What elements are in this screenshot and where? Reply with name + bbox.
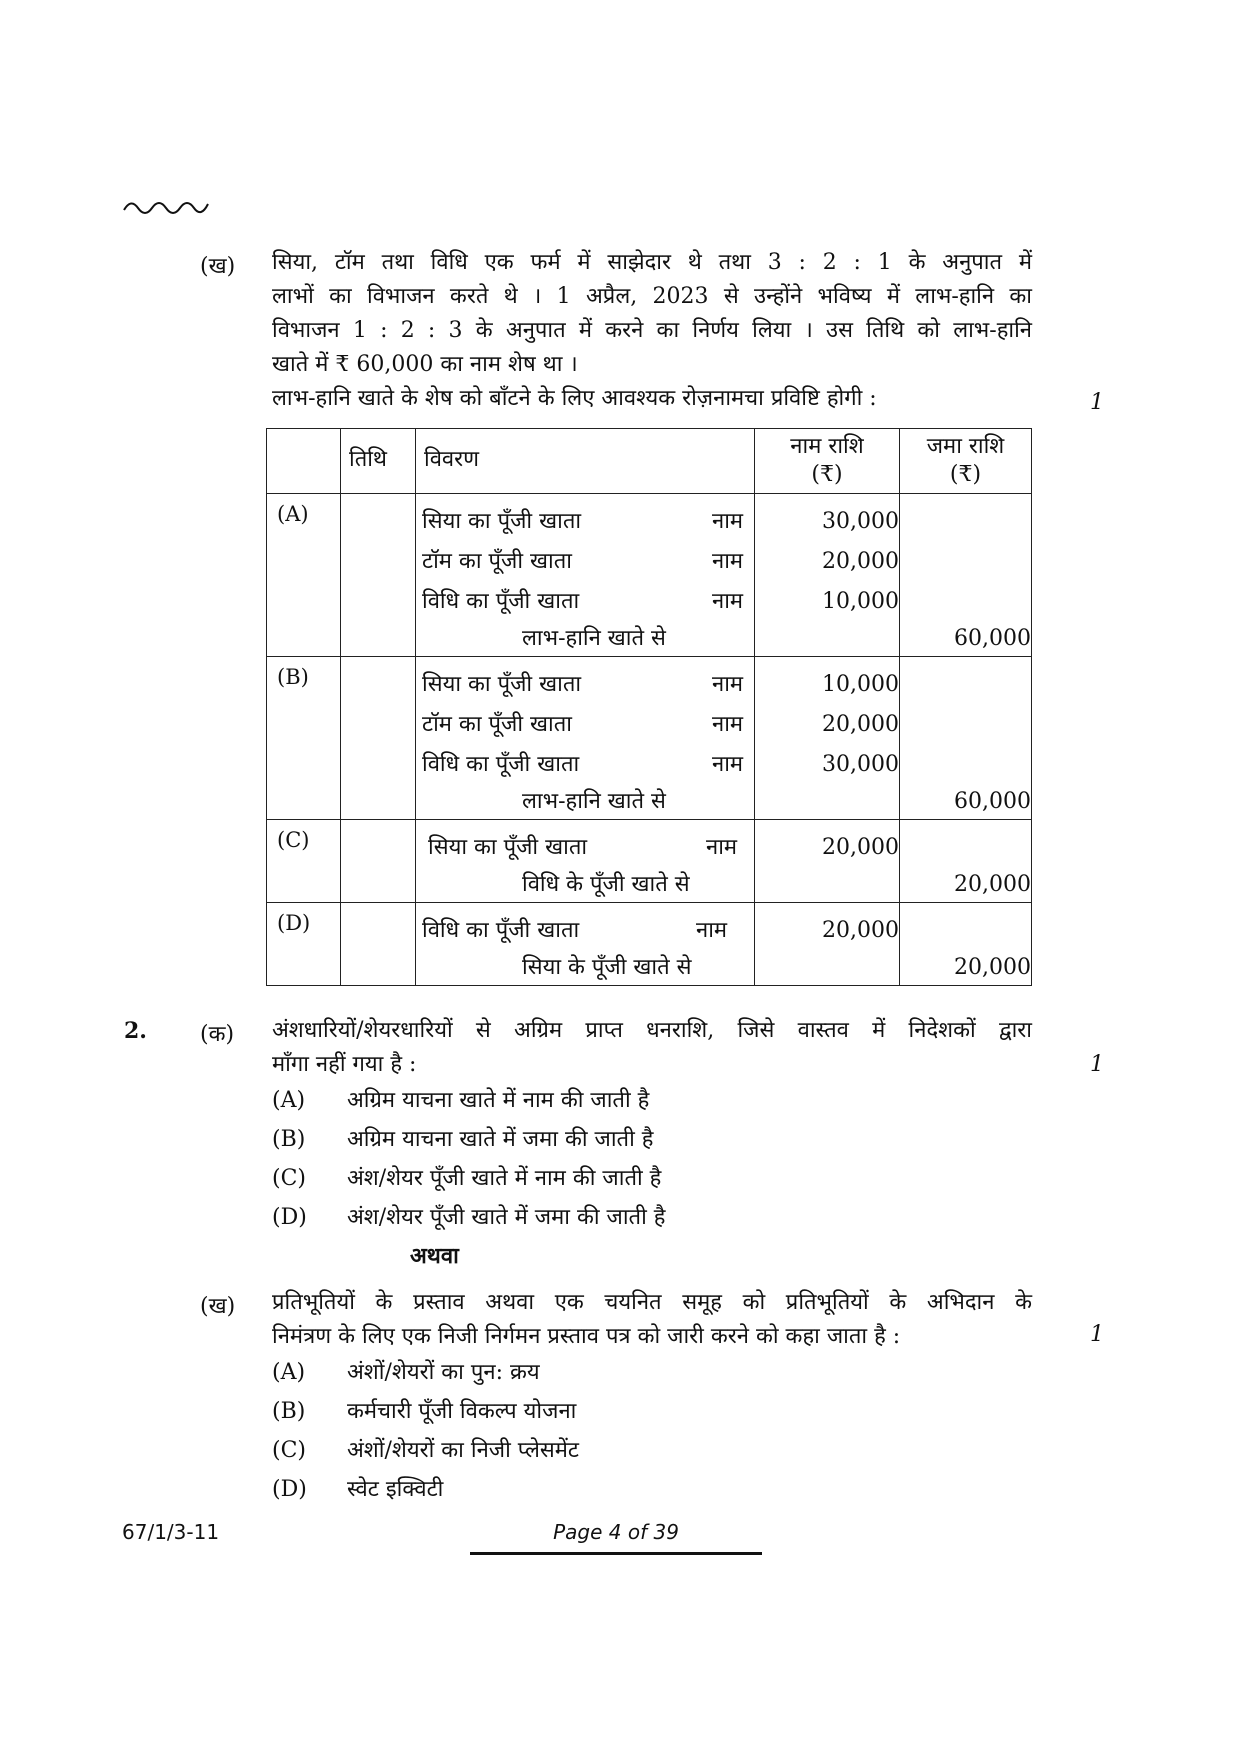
date-cell <box>341 903 416 986</box>
part-label: (क) <box>200 1022 235 1047</box>
text-line: लाभों का विभाजन करते थे । 1 अप्रैल, 2023 से उन्होंने भविष्य में लाभ-हानि का <box>272 284 1032 309</box>
text-line: निमंत्रण के लिए एक निजी निर्गमन प्रस्ताव पत्र को जारी करने को कहा जाता है : <box>272 1324 901 1349</box>
credit-cell: 60,000 <box>900 657 1032 820</box>
table-row <box>267 903 1032 986</box>
or-separator: अथवा <box>410 1243 459 1269</box>
text-line: माँगा नहीं गया है : <box>272 1052 417 1077</box>
list-item: (B) अग्रिम याचना खाते में जमा की जाती है <box>272 1127 654 1152</box>
marks: 1 <box>1090 1322 1104 1347</box>
text-line: अंशधारियों/शेयरधारियों से अग्रिम प्राप्त धनराशि, जिसे वास्तव में निदेशकों द्वारा <box>272 1018 1032 1043</box>
table-row <box>267 657 1032 820</box>
part-label: (ख) <box>200 1294 236 1319</box>
debit-cell: 20,000 <box>755 903 900 986</box>
date-cell <box>341 494 416 657</box>
header-credit: जमा राशि (₹) <box>900 429 1032 494</box>
table-header-row <box>267 429 1032 494</box>
header-blank <box>267 429 341 494</box>
debit-cell: 20,000 <box>755 820 900 903</box>
wave-mark-icon <box>122 196 210 218</box>
list-item: (C) अंश/शेयर पूँजी खाते में नाम की जाती है <box>272 1166 662 1191</box>
list-item: (C) अंशों/शेयरों का निजी प्लेसमेंट <box>272 1438 580 1463</box>
list-item: (D) स्वेट इक्विटी <box>272 1477 444 1502</box>
list-item: (A) अग्रिम याचना खाते में नाम की जाती है <box>272 1088 650 1113</box>
header-debit: नाम राशि (₹) <box>755 429 900 494</box>
option-label: (A) <box>267 494 341 657</box>
table-row <box>267 494 1032 657</box>
list-item: (D) अंश/शेयर पूँजी खाते में जमा की जाती है <box>272 1205 666 1230</box>
credit-cell: 60,000 <box>900 494 1032 657</box>
date-cell <box>341 820 416 903</box>
particulars-cell: सिया का पूँजी खाता नाम टॉम का पूँजी खाता नाम विधि का पूँजी खाता नाम लाभ-हानि खाते से <box>416 494 755 657</box>
footer-rule <box>470 1552 762 1555</box>
text-line: खाते में ₹ 60,000 का नाम शेष था । <box>272 352 578 377</box>
particulars-cell: सिया का पूँजी खाता नाम विधि के पूँजी खाते से <box>416 820 755 903</box>
option-label: (B) <box>267 657 341 820</box>
header-particulars: विवरण <box>416 429 755 494</box>
marks: 1 <box>1090 1052 1104 1077</box>
option-label: (D) <box>267 903 341 986</box>
debit-cell: 10,000 20,000 30,000 <box>755 657 900 820</box>
credit-cell: 20,000 <box>900 903 1032 986</box>
header-date: तिथि <box>341 429 416 494</box>
text-line: सिया, टॉम तथा विधि एक फर्म में साझेदार थे तथा 3 : 2 : 1 के अनुपात में <box>272 250 1032 275</box>
debit-cell: 30,000 20,000 10,000 <box>755 494 900 657</box>
part-label: (ख) <box>200 254 236 279</box>
journal-entry-table <box>266 428 1032 986</box>
page-number: Page 4 of 39 <box>553 1520 679 1544</box>
date-cell <box>341 657 416 820</box>
marks: 1 <box>1090 390 1104 415</box>
credit-cell: 20,000 <box>900 820 1032 903</box>
text-line: विभाजन 1 : 2 : 3 के अनुपात में करने का निर्णय लिया । उस तिथि को लाभ-हानि <box>272 318 1032 343</box>
question-number: 2. <box>124 1018 147 1044</box>
question-text <box>272 1286 1032 1354</box>
particulars-cell: सिया का पूँजी खाता नाम टॉम का पूँजी खाता नाम विधि का पूँजी खाता नाम लाभ-हानि खाते से <box>416 657 755 820</box>
particulars-cell: विधि का पूँजी खाता नाम सिया के पूँजी खाते से <box>416 903 755 986</box>
option-label: (C) <box>267 820 341 903</box>
question-text <box>272 1014 1032 1082</box>
paper-code: 67/1/3-11 <box>122 1520 220 1544</box>
list-item: (B) कर्मचारी पूँजी विकल्प योजना <box>272 1399 577 1424</box>
list-item: (A) अंशों/शेयरों का पुन: क्रय <box>272 1360 540 1385</box>
text-line: प्रतिभूतियों के प्रस्ताव अथवा एक चयनित समूह को प्रतिभूतियों के अभिदान के <box>272 1290 1032 1315</box>
question-text <box>272 246 1032 416</box>
table-row <box>267 820 1032 903</box>
text-line: लाभ-हानि खाते के शेष को बाँटने के लिए आवश्यक रोज़नामचा प्रविष्टि होगी : <box>272 386 877 411</box>
